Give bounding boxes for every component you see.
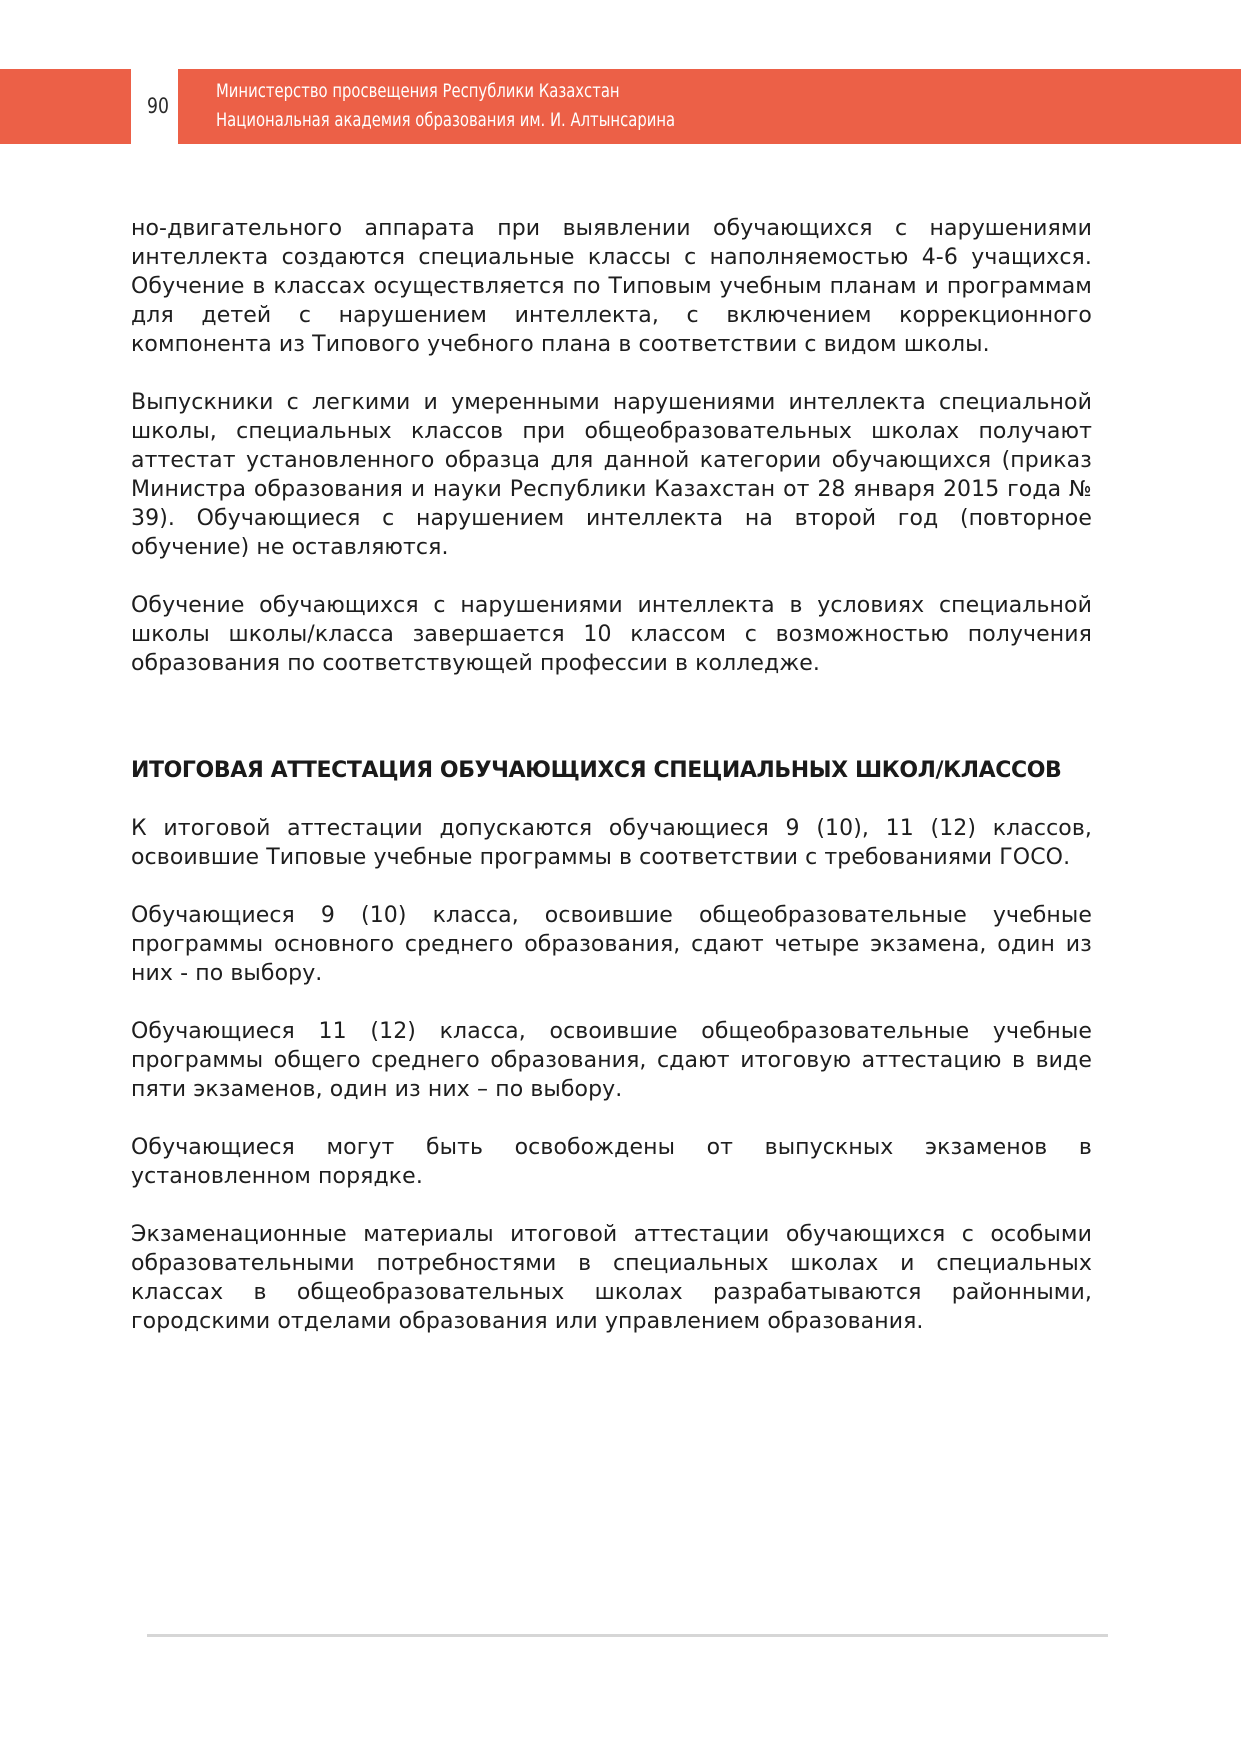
page-number: 90 bbox=[147, 94, 169, 118]
paragraph-grade-11: Обучающиеся 11 (12) класса, освоившие общеобразовательные учебные программы общего среднего образования, сдают итоговую аттестацию в виде пяти экзаменов, один из них – по выбору. bbox=[131, 1019, 1092, 1102]
paragraph-special-classes: но-двигательного аппарата при выявлении обучающихся с нарушениями интеллекта создаются специальные классы с наполняемостью 4-6 учащихся. Обучение в классах осуществляется по Типовым учебным планам и программам для детей с нарушением интеллекта, с включением коррекционного компонента из Типового учебного плана в соответствии с видом школы. bbox=[131, 216, 1092, 357]
section-heading: ИТОГОВАЯ АТТЕСТАЦИЯ ОБУЧАЮЩИХСЯ СПЕЦИАЛЬНЫХ ШКОЛ/КЛАССОВ bbox=[131, 758, 1062, 783]
header-accent-left bbox=[0, 69, 131, 144]
header-academy: Национальная академия образования им. И. Алтынсарина bbox=[216, 109, 676, 131]
footer-divider bbox=[147, 1634, 1108, 1637]
paragraph-graduates: Выпускники с легкими и умеренными нарушениями интеллекта специальной школы, специальных классов при общеобразовательных школах получают аттестат установленного образца для данной категории обучающихся (приказ Министра образования и науки Республики Казахстан от 28 января 2015 года № 39). Обучающиеся с нарушением интеллекта на второй год (повторное обучение) не оставляются. bbox=[131, 390, 1092, 560]
header-ministry: Министерство просвещения Республики Казахстан bbox=[216, 80, 620, 102]
paragraph-education-completion: Обучение обучающихся с нарушениями интеллекта в условиях специальной школы школы/класса завершается 10 классом с возможностью получения образования по соответствующей профессии в колледже. bbox=[131, 593, 1092, 676]
paragraph-grade-9: Обучающиеся 9 (10) класса, освоившие общеобразовательные учебные программы основного среднего образования, сдают четыре экзамена, один из них - по выбору. bbox=[131, 903, 1092, 986]
paragraph-exam-materials: Экзаменационные материалы итоговой аттестации обучающихся с особыми образовательными потребностями в специальных школах и специальных классах в общеобразовательных школах разрабатываются районными, городскими отделами образования или управлением образования. bbox=[131, 1222, 1092, 1334]
page-content bbox=[131, 214, 1092, 1336]
paragraph-admission: К итоговой аттестации допускаются обучающиеся 9 (10), 11 (12) классов, освоившие Типовые учебные программы в соответствии с требованиями ГОСО. bbox=[131, 816, 1092, 870]
paragraph-exemption: Обучающиеся могут быть освобождены от выпускных экзаменов в установленном порядке. bbox=[131, 1135, 1092, 1189]
